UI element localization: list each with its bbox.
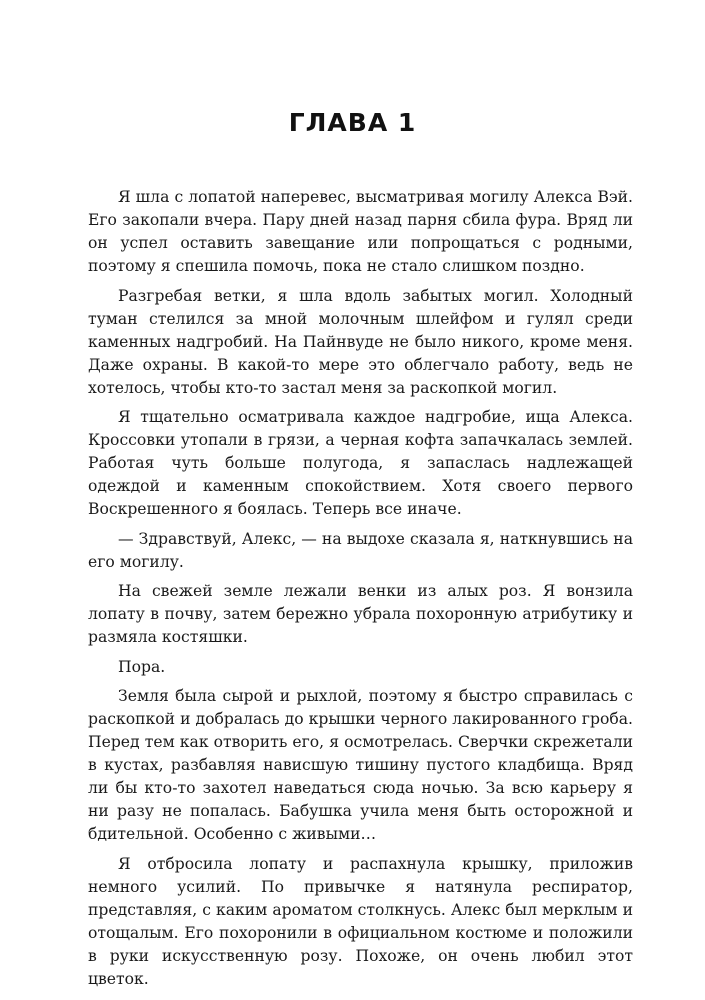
chapter-title: ГЛАВА 1 — [288, 108, 417, 137]
paragraph: Земля была сырой и рыхлой, поэтому я быстро справилась с раскопкой и добралась до крышки черного лакированного гроба. Перед тем как отворить его, я осмотрелась. Сверчки скрежетали в кустах, разбавляя нависшую тишину пустого кладбища. Вряд ли бы кто-то захотел наведаться сюда ночью. За всю карьеру я ни разу не попалась. Бабушка учила меня быть осторожной и бдительной. Особенно с живыми… — [88, 687, 633, 843]
paragraph: Я отбросила лопату и распахнула крышку, приложив немного усилий. По привычке я натянула респиратор, представляя, с каким ароматом столкнусь. Алекс был мерклым и отощалым. Его похоронили в официальном костюме и положили в руки искусственную розу. Похоже, он очень любил этот цветок. — [88, 854, 633, 988]
paragraph: На свежей земле лежали венки из алых роз. Я вонзила лопату в почву, затем бережно убрала похоронную атрибутику и размяла костяшки. — [88, 582, 633, 646]
paragraph: — Здравствуй, Алекс, — на выдохе сказала я, наткнувшись на его могилу. — [88, 529, 633, 571]
paragraph: Разгребая ветки, я шла вдоль забытых могил. Холодный туман стелился за мной молочным шлейфом и гулял среди каменных надгробий. На Пайнвуде не было никого, кроме меня. Даже охраны. В какой-то мере это облегчало работу, ведь не хотелось, чтобы кто-то застал меня за раскопкой могил. — [88, 286, 633, 397]
paragraph: Пора. — [118, 657, 166, 676]
chapter-body — [88, 186, 633, 997]
paragraph: Я шла с лопатой наперевес, высматривая могилу Алекса Вэй. Его закопали вчера. Пару дней назад парня сбила фура. Вряд ли он успел оставить завещание или попрощаться с родными, поэтому я спешила помочь, пока не стало слишком поздно. — [88, 188, 633, 275]
paragraph: Я тщательно осматривала каждое надгробие, ища Алекса. Кроссовки утопали в грязи, а черная кофта запачкалась землей. Работая чуть больше полугода, я запаслась надлежащей одеждой и каменным спокойствием. Хотя своего первого Воскрешенного я боялась. Теперь все иначе. — [88, 408, 633, 518]
